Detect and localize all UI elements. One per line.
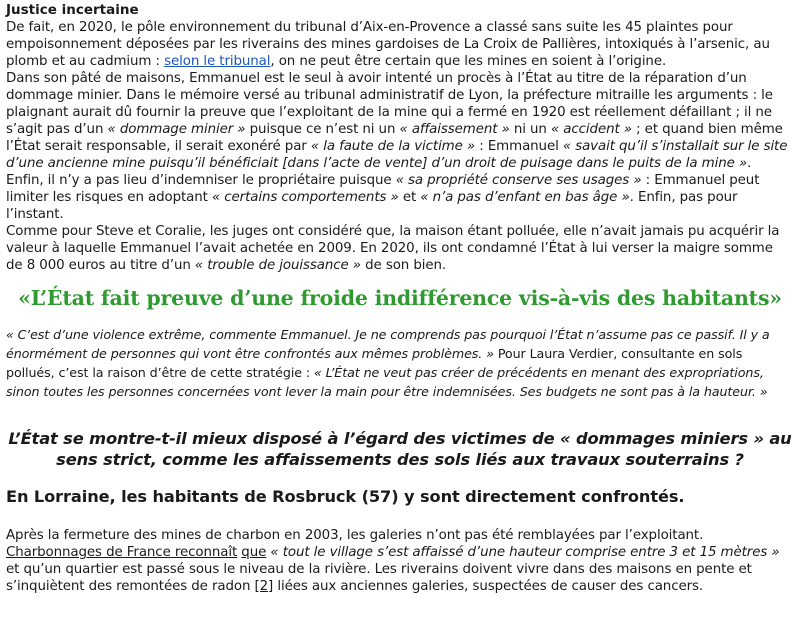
section-heading: Justice incertaine bbox=[6, 2, 139, 18]
text: Comme pour Steve et Coralie, les juges ont considéré que, la maison étant polluée, elle n’avait jamais pu acquérir la valeur à laquelle Emmanuel l’avait achetée en 2009. En 2020, ils ont condamné l’État à lui verser la maigre somme de 8 000 euros au titre d’un bbox=[6, 224, 780, 273]
quote: « C’est d’une violence extrême, commente Emmanuel. Je ne comprends pas pourquoi l’État n’assume pas ce passif. Il y a énormément de personnes qui vont être confrontés aux mêmes problèmes. » bbox=[6, 327, 770, 361]
rosbruck-section bbox=[6, 527, 790, 595]
question-heading: L’État se montre-t-il mieux disposé à l’égard des victimes de « dommages miniers » au sens strict, comme les affaissements des sols liés aux travaux souterrains ? bbox=[8, 429, 792, 469]
quote: « L’État ne veut pas créer de précédents en menant des expropriations, sinon toutes les personnes concernées vont lever la main pour être indemnisées. Ses budgets ne sont pas à la hauteur. » bbox=[6, 365, 768, 399]
text: : Emmanuel peut limiter les risques en adoptant bbox=[6, 173, 760, 205]
text: et bbox=[398, 190, 421, 205]
text: ni un bbox=[509, 122, 551, 137]
footnote-ref-2[interactable]: [2] bbox=[254, 579, 274, 594]
paragraph-quotes bbox=[6, 325, 790, 401]
text: Après la fermeture des mines de charbon en 2003, les galeries n’ont pas été remblayées par l’exploitant. bbox=[6, 528, 704, 543]
quote: « sa propriété conserve ses usages » bbox=[395, 173, 642, 188]
text: . Enfin, pas pour l’instant. bbox=[6, 190, 738, 222]
quote: « affaissement » bbox=[399, 122, 510, 137]
subheading: En Lorraine, les habitants de Rosbruck (57) y sont directement confrontés. bbox=[6, 487, 685, 506]
text: liées aux anciennes galeries, suspectées de causer des cancers. bbox=[273, 579, 704, 594]
quote: « la faute de la victime » bbox=[310, 139, 476, 154]
quote-section bbox=[6, 325, 790, 401]
text: . Enfin, il n’y a pas lieu d’indemniser le propriétaire puisque bbox=[6, 156, 752, 188]
pull-quote: «L’État fait preuve d’une froide indifférence vis-à-vis des habitants» bbox=[18, 286, 782, 310]
text: : Emmanuel bbox=[475, 139, 563, 154]
quote: « savait qu’il s’installait sur le site d’une ancienne mine puisqu’il bénéficiait [dans l’acte de vente] d’un droit de puisage dans le puits de la mine » bbox=[6, 139, 788, 171]
quote: « certains comportements » bbox=[211, 190, 399, 205]
justice-section bbox=[6, 2, 790, 274]
charbonnages-link[interactable]: Charbonnages de France reconnaît bbox=[6, 545, 238, 560]
quote: « dommage minier » bbox=[107, 122, 246, 137]
quote: « n’a pas d’enfant en bas âge » bbox=[420, 190, 630, 205]
text: puisque ce n’est ni un bbox=[245, 122, 400, 137]
quote: « trouble de jouissance » bbox=[194, 258, 361, 273]
text: Pour Laura Verdier, consultante en sols pollués, c’est la raison d’être de cette stratégie : bbox=[6, 346, 743, 380]
paragraph-emmanuel bbox=[6, 70, 790, 223]
tribunal-link[interactable]: selon le tribunal bbox=[164, 54, 271, 69]
text: , on ne peut être certain que les mines en soient à l’origine. bbox=[270, 54, 667, 69]
paragraph-rosbruck bbox=[6, 527, 790, 595]
paragraph-verdict bbox=[6, 223, 790, 274]
paragraph-tribunal bbox=[6, 19, 790, 70]
que-link[interactable]: que bbox=[241, 545, 267, 560]
quote: « tout le village s’est affaissé d’une hauteur comprise entre 3 et 15 mètres » bbox=[270, 545, 780, 560]
rosbruck-subheading-block bbox=[6, 487, 790, 506]
text: Dans son pâté de maisons, Emmanuel est le seul à avoir intenté un procès à l’État au titre de la réparation d’un dommage minier. Dans le mémoire versé au tribunal administratif de Lyon, la préfecture mitraille les arguments : le plaignant aurait dû fournir la preuve que l’exploitant de la mine qui a fermé en 1920 est réellement défaillant ; il ne s’agit pas d’un bbox=[6, 71, 773, 137]
text: et qu’un quartier est passé sous le niveau de la rivière. Les riverains doivent vivre dans des maisons en pente et s’inquiètent des remontées de radon bbox=[6, 562, 752, 594]
text: de son bien. bbox=[360, 258, 447, 273]
text: De fait, en 2020, le pôle environnement du tribunal d’Aix-en-Provence a classé sans suite les 45 plaintes pour empoisonnement déposées par les riverains des mines gardoises de La Croix de Pallières, intoxiqués à l’arsenic, au plomb et au cadmium : bbox=[6, 20, 770, 69]
quote: « accident » bbox=[550, 122, 632, 137]
text: ; et quand bien même l’État serait responsable, il serait exonéré par bbox=[6, 122, 783, 154]
